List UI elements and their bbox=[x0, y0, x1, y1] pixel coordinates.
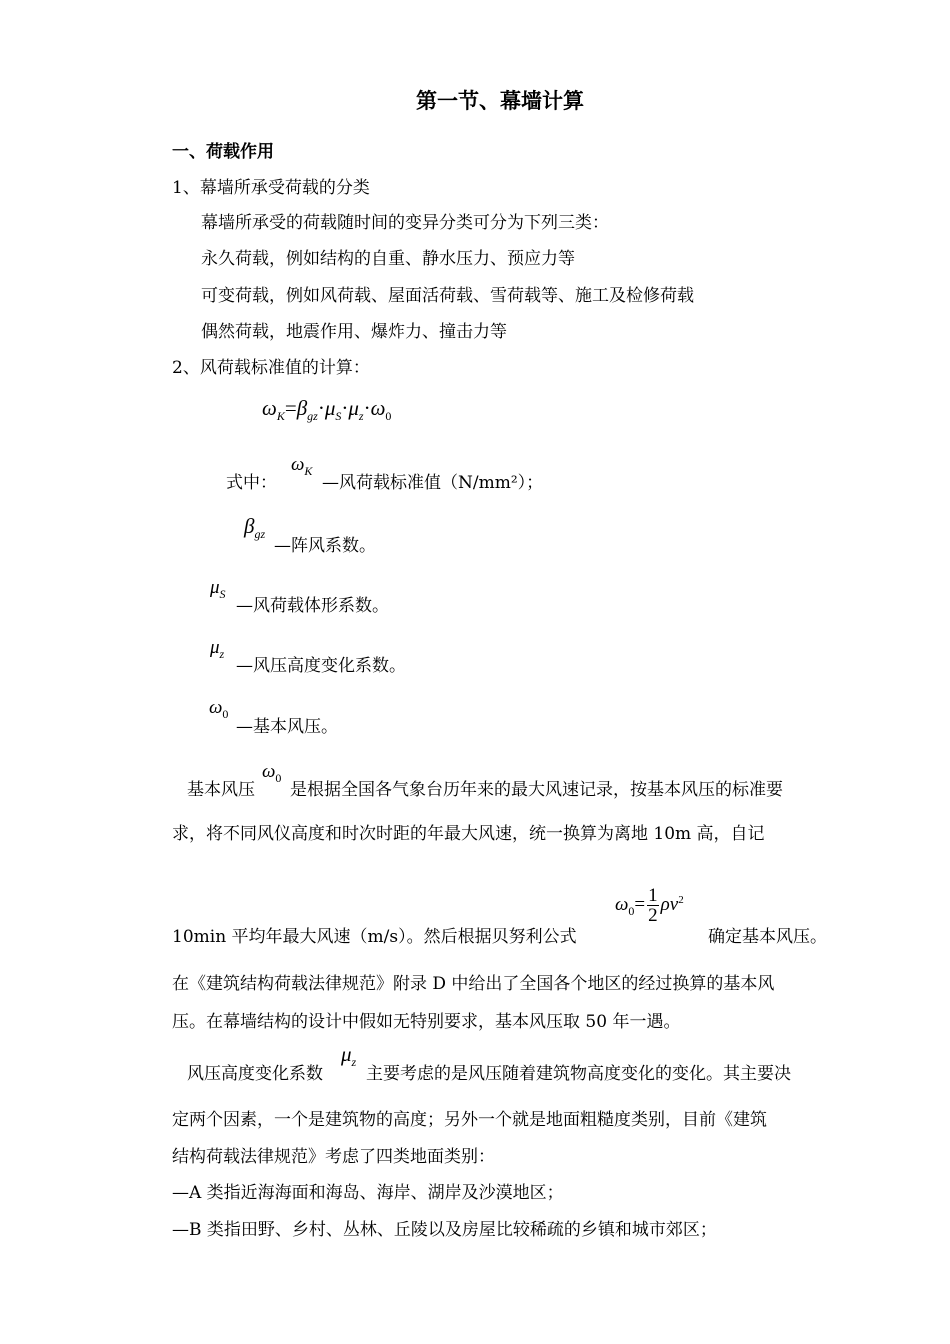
def-mus-text: —风荷载体形系数。 bbox=[236, 596, 389, 616]
def-symbol-w0 bbox=[209, 698, 228, 719]
mu-symbol: μ bbox=[210, 637, 220, 658]
wind-load-formula bbox=[262, 396, 391, 423]
mu-symbol: μ bbox=[341, 1042, 352, 1066]
item2-heading: 2、风荷载标准值的计算： bbox=[172, 358, 370, 378]
item1-heading: 1、幕墙所承受荷载的分类 bbox=[172, 178, 370, 198]
basic-pressure-line2: 求，将不同风仪高度和时次时距的年最大风速，统一换算为离地 10m 高，自记 bbox=[172, 824, 765, 844]
height-coeff-line1: 主要考虑的是风压随着建筑物高度变化的变化。其主要决 bbox=[366, 1064, 791, 1084]
symbol-sub-gz: gz bbox=[254, 527, 266, 541]
velocity-symbol: v bbox=[669, 893, 679, 915]
formula-sub-k: K bbox=[276, 409, 285, 423]
def-w0-text: —基本风压。 bbox=[236, 717, 338, 737]
basic-pressure-line5: 压。在幕墙结构的设计中假如无特别要求，基本风压取 50 年一遇。 bbox=[172, 1012, 681, 1032]
formula-dot: · bbox=[363, 396, 371, 420]
rho-symbol: ρ bbox=[660, 893, 670, 915]
omega-symbol: ω bbox=[291, 454, 305, 475]
fraction-numerator: 1 bbox=[648, 885, 658, 906]
symbol-sub-z: z bbox=[219, 647, 225, 661]
omega-symbol: ω bbox=[370, 396, 386, 420]
omega-symbol: ω bbox=[262, 761, 276, 782]
formula-sub-z: z bbox=[358, 409, 364, 423]
def-symbol-muz bbox=[210, 638, 224, 659]
accidental-load-line: 偶然荷载，地震作用、爆炸力、撞击力等 bbox=[201, 322, 507, 342]
formula-dot: · bbox=[317, 396, 325, 420]
variable-load-line: 可变荷载，例如风荷载、屋面活荷载、雪荷载等、施工及检修荷载 bbox=[201, 286, 694, 306]
terrain-class-b: —B 类指田野、乡村、丛林、丘陵以及房屋比较稀疏的乡镇和城市郊区； bbox=[172, 1220, 717, 1240]
formula-sub-0: 0 bbox=[628, 903, 635, 918]
def-symbol-mus bbox=[210, 578, 226, 599]
page-title: 第一节、幕墙计算 bbox=[416, 88, 584, 113]
inline-symbol-muz bbox=[341, 1044, 356, 1067]
height-coeff-lead: 风压高度变化系数 bbox=[187, 1064, 323, 1084]
basic-pressure-lead: 基本风压 bbox=[187, 780, 255, 800]
def-symbol-beta bbox=[244, 516, 265, 539]
basic-pressure-line3a: 10min 平均年最大风速（m/s）。然后根据贝努利公式 bbox=[172, 927, 577, 947]
section-heading-loads: 一、荷载作用 bbox=[172, 142, 274, 162]
def-beta-text: —阵风系数。 bbox=[274, 536, 376, 556]
height-coeff-line2: 定两个因素，一个是建筑物的高度；另外一个就是地面粗糙度类别，目前《建筑 bbox=[172, 1110, 767, 1130]
height-coeff-line3: 结构荷载法律规范》考虑了四类地面类别： bbox=[172, 1147, 495, 1167]
def-symbol-wk bbox=[291, 455, 312, 476]
formula-superscript-2: 2 bbox=[678, 893, 684, 906]
terrain-class-a: —A 类指近海海面和海岛、海岸、湖岸及沙漠地区； bbox=[172, 1183, 564, 1203]
omega-symbol: ω bbox=[262, 396, 277, 420]
symbol-sub-z: z bbox=[351, 1055, 357, 1069]
formula-sub-0: 0 bbox=[385, 409, 392, 423]
beta-symbol: β bbox=[296, 396, 308, 420]
bernoulli-formula bbox=[615, 886, 684, 925]
fraction-denominator: 2 bbox=[648, 905, 658, 926]
omega-symbol: ω bbox=[209, 697, 223, 718]
formula-sub-gz: gz bbox=[307, 409, 318, 423]
symbol-sub-s: S bbox=[219, 587, 226, 601]
symbol-sub-0: 0 bbox=[222, 707, 229, 721]
formula-dot: · bbox=[341, 396, 349, 420]
fraction-one-half bbox=[647, 886, 659, 925]
symbol-sub-k: K bbox=[304, 464, 313, 478]
def-muz-text: —风压高度变化系数。 bbox=[236, 656, 406, 676]
basic-pressure-line4: 在《建筑结构荷载法律规范》附录 D 中给出了全国各个地区的经过换算的基本风 bbox=[172, 974, 775, 994]
mu-symbol: μ bbox=[210, 577, 220, 598]
formula-equals: = bbox=[284, 396, 297, 420]
mu-symbol: μ bbox=[348, 396, 359, 420]
omega-symbol: ω bbox=[615, 893, 629, 915]
formula-sub-s: S bbox=[335, 409, 342, 423]
where-label: 式中： bbox=[226, 473, 277, 493]
def-wk-text: —风荷载标准值（N/mm²）； bbox=[322, 473, 544, 493]
basic-pressure-line1: 是根据全国各气象台历年来的最大风速记录，按基本风压的标准要 bbox=[290, 780, 783, 800]
basic-pressure-line3b: 确定基本风压。 bbox=[708, 927, 827, 947]
load-classification-intro: 幕墙所承受的荷载随时间的变异分类可分为下列三类： bbox=[201, 213, 609, 233]
inline-symbol-w0 bbox=[262, 762, 281, 783]
symbol-sub-0: 0 bbox=[275, 771, 282, 785]
permanent-load-line: 永久荷载，例如结构的自重、静水压力、预应力等 bbox=[201, 249, 575, 269]
beta-symbol: β bbox=[244, 514, 255, 538]
mu-symbol: μ bbox=[324, 396, 336, 420]
formula-equals: = bbox=[634, 893, 646, 915]
